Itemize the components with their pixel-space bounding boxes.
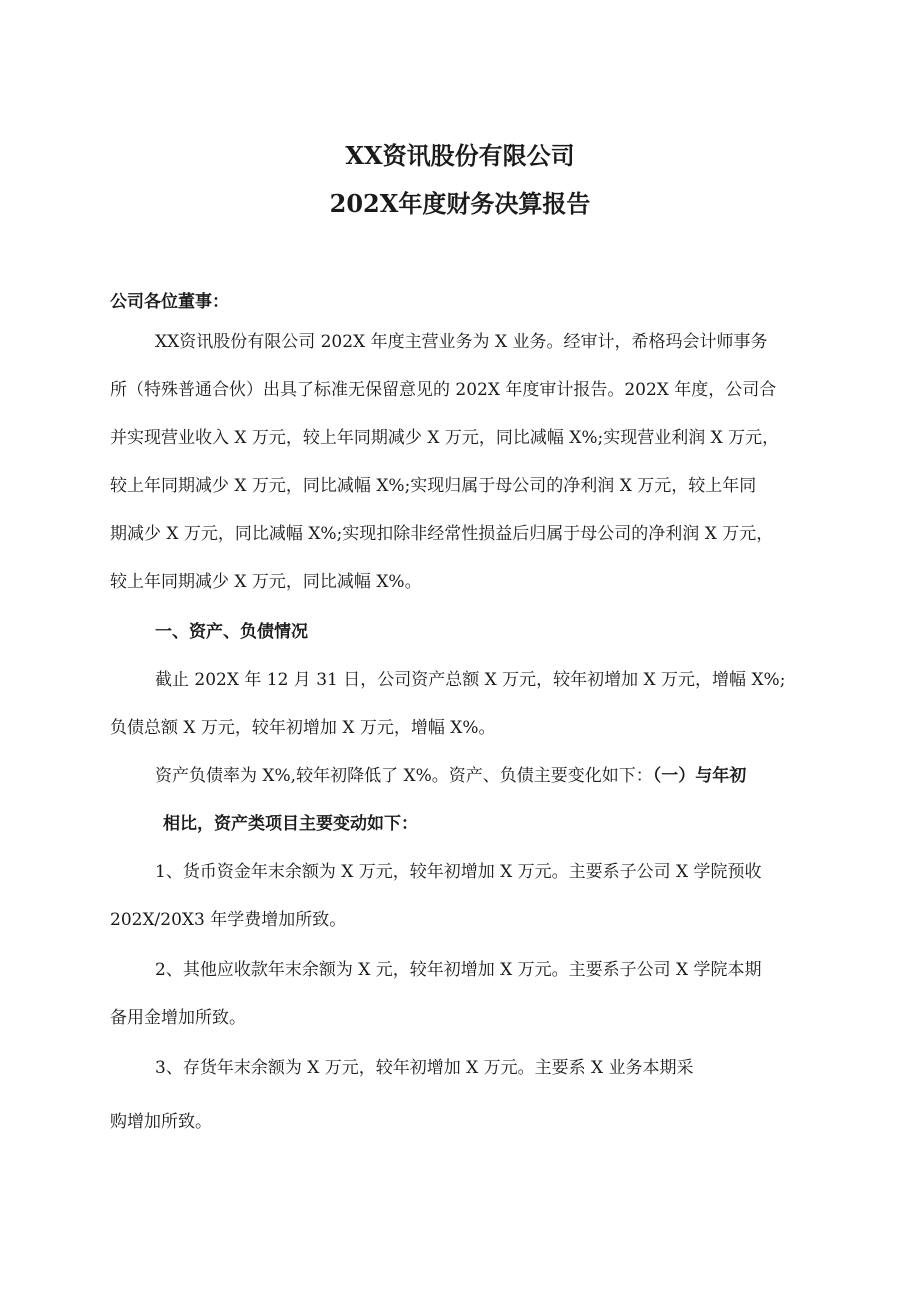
item-3-line-2: 购增加所致。 xyxy=(110,1112,212,1132)
intro-line-5: 期减少 X 万元，同比减幅 X%;实现扣除非经常性损益后归属于母公司的净利润 X 万元， xyxy=(110,524,774,544)
intro-line-6: 较上年同期减少 X 万元，同比减幅 X%。 xyxy=(110,572,422,592)
section-heading-assets-liabilities: 一、资产、负债情况 xyxy=(155,622,308,642)
intro-line-4: 较上年同期减少 X 万元，同比减幅 X%;实现归属于母公司的净利润 X 万元，较上年同 xyxy=(110,476,757,496)
assets-line-2: 负债总额 X 万元，较年初增加 X 万元，增幅 X%。 xyxy=(110,718,496,738)
intro-line-3: 并实现营业收入 X 万元，较上年同期减少 X 万元，同比减幅 X%;实现营业利润 X 万元， xyxy=(110,428,780,448)
document-title-report: 202X年度财务决算报告 xyxy=(329,189,591,218)
assets-line-1: 截止 202X 年 12 月 31 日，公司资产总额 X 万元，较年初增加 X 万元，增幅 X%; xyxy=(155,670,786,690)
ratio-text: 资产负债率为 X%,较年初降低了 X%。资产、负债主要变化如下： xyxy=(155,766,653,786)
intro-line-2: 所（特殊普通合伙）出具了标准无保留意见的 202X 年度审计报告。202X 年度，公司合 xyxy=(110,380,777,400)
intro-line-1: XX资讯股份有限公司 202X 年度主营业务为 X 业务。经审计，希格玛会计师事务 xyxy=(155,332,768,352)
ratio-line xyxy=(155,752,865,800)
document-title-company: XX资讯股份有限公司 xyxy=(345,141,575,170)
item-1-line-2: 202X/20X3 年学费增加所致。 xyxy=(110,910,347,930)
item-2-line-2: 备用金增加所致。 xyxy=(110,1008,246,1028)
item-3-line-1: 3、存货年末余额为 X 万元，较年初增加 X 万元。主要系 X 业务本期采 xyxy=(155,1058,694,1078)
item-2-line-1: 2、其他应收款年末余额为 X 元，较年初增加 X 万元。主要系子公司 X 学院本期 xyxy=(155,960,762,980)
item-1-line-1: 1、货币资金年末余额为 X 万元，较年初增加 X 万元。主要系子公司 X 学院预收 xyxy=(155,862,762,882)
salutation: 公司各位董事： xyxy=(110,292,229,312)
subsection-heading-part1: （一）与年初 xyxy=(652,766,747,786)
subsection-heading-part2: 相比，资产类项目主要变动如下： xyxy=(163,814,418,834)
